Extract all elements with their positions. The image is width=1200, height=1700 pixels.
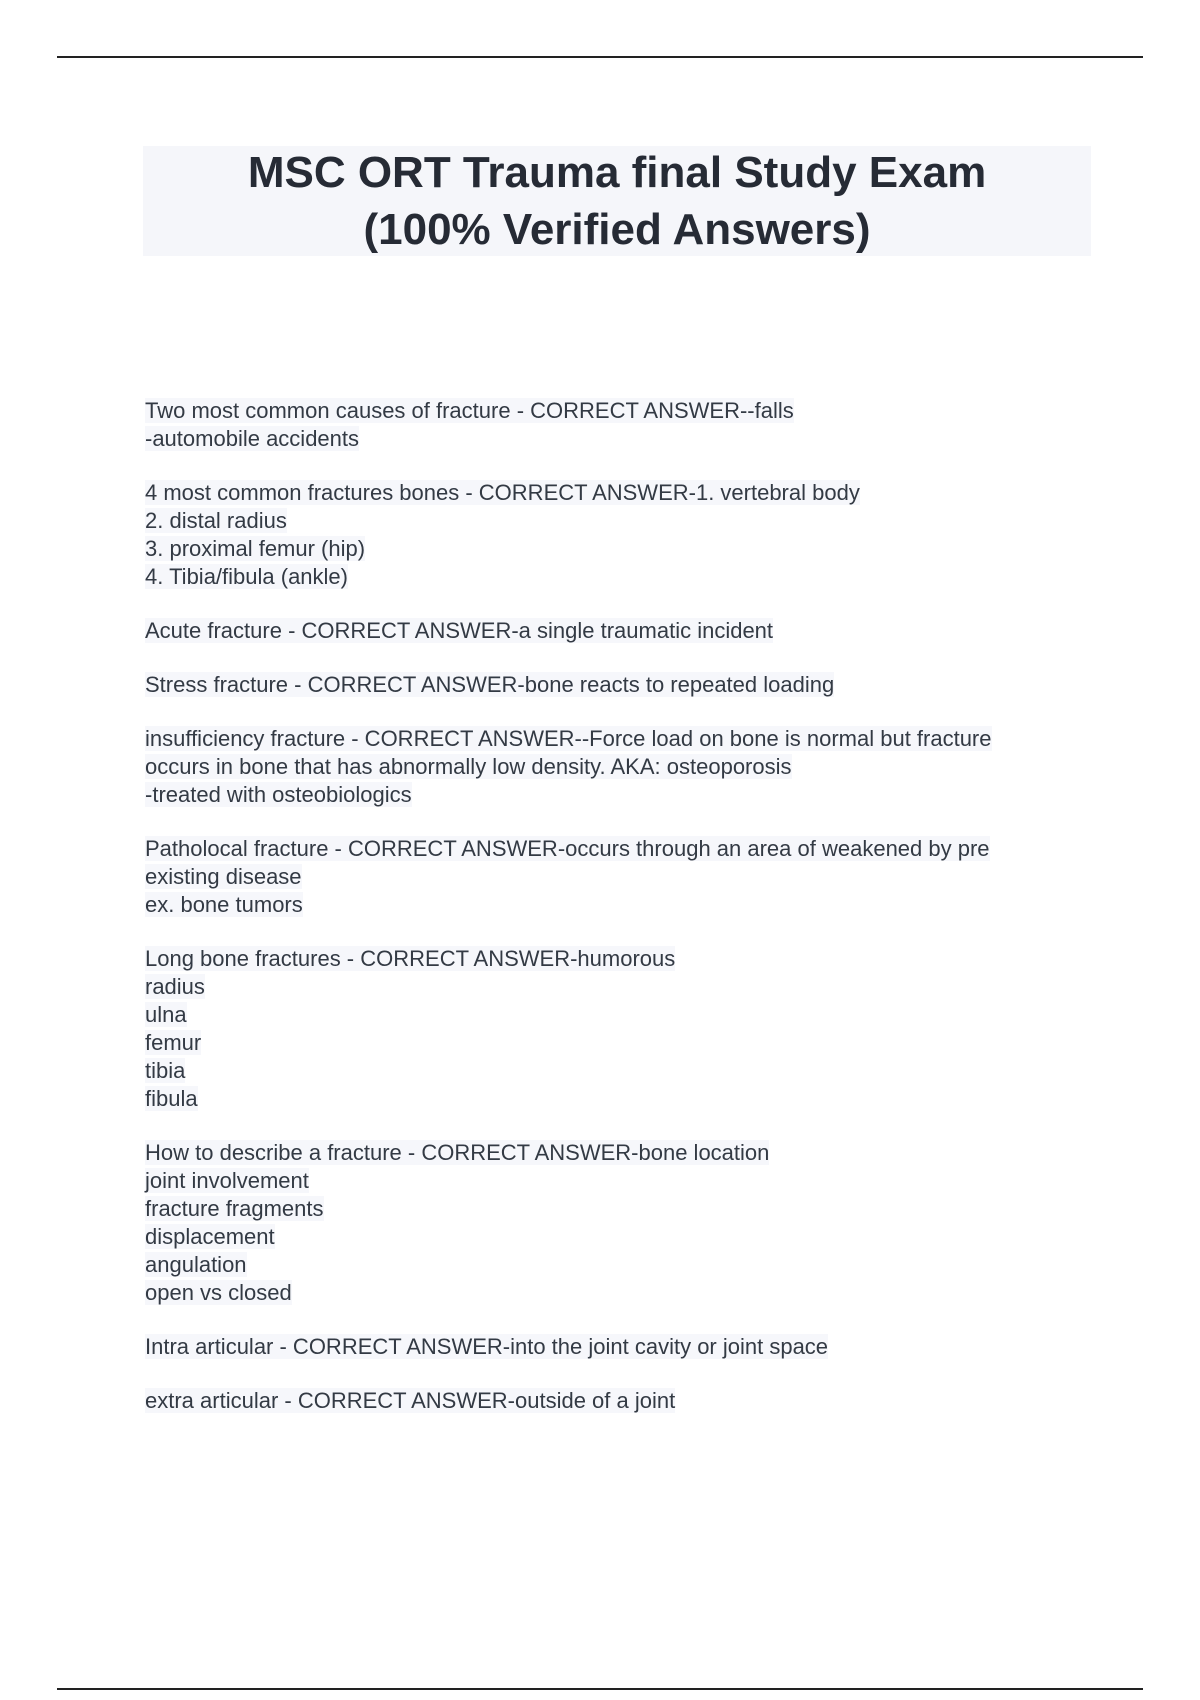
qa-line-text: occurs in bone that has abnormally low density. AKA: osteoporosis: [145, 754, 792, 779]
qa-line-text: angulation: [145, 1252, 247, 1277]
qa-line-text: Patholocal fracture - CORRECT ANSWER-occurs through an area of weakened by pre: [145, 836, 990, 861]
qa-line: [145, 479, 1085, 507]
qa-line: [145, 753, 1085, 781]
qa-line: [145, 1139, 1085, 1167]
qa-line-text: insufficiency fracture - CORRECT ANSWER--Force load on bone is normal but fracture: [145, 726, 992, 751]
qa-item: [145, 617, 1085, 645]
qa-line: [145, 1085, 1085, 1113]
qa-line-text: Long bone fractures - CORRECT ANSWER-humorous: [145, 946, 676, 971]
qa-line-text: 4 most common fractures bones - CORRECT ANSWER-1. vertebral body: [145, 480, 860, 505]
qa-line-text: -automobile accidents: [145, 426, 360, 451]
qa-line-text: tibia: [145, 1058, 186, 1083]
qa-line-text: open vs closed: [145, 1280, 292, 1305]
title-line-2: (100% Verified Answers): [363, 205, 871, 254]
qa-line: [145, 507, 1085, 535]
qa-line-text: How to describe a fracture - CORRECT ANSWER-bone location: [145, 1140, 770, 1165]
qa-line-text: displacement: [145, 1224, 275, 1249]
qa-line: [145, 617, 1085, 645]
qa-line-text: Intra articular - CORRECT ANSWER-into the joint cavity or joint space: [145, 1334, 829, 1359]
qa-item: [145, 1333, 1085, 1361]
qa-line: [145, 1167, 1085, 1195]
qa-line-text: 2. distal radius: [145, 508, 287, 533]
qa-line-text: 4. Tibia/fibula (ankle): [145, 564, 348, 589]
qa-line: [145, 973, 1085, 1001]
qa-item: [145, 945, 1085, 1113]
document-title: [143, 144, 1091, 258]
qa-item: [145, 835, 1085, 919]
qa-line: [145, 425, 1085, 453]
qa-line: [145, 835, 1085, 863]
qa-line: [145, 863, 1085, 891]
bottom-rule: [57, 1688, 1143, 1690]
qa-line-text: -treated with osteobiologics: [145, 782, 412, 807]
qa-line-text: femur: [145, 1030, 202, 1055]
qa-line: [145, 1333, 1085, 1361]
qa-item: [145, 1387, 1085, 1415]
qa-line-text: extra articular - CORRECT ANSWER-outside of a joint: [145, 1388, 676, 1413]
qa-line: [145, 1195, 1085, 1223]
qa-line: [145, 945, 1085, 973]
qa-line: [145, 1223, 1085, 1251]
qa-line-text: radius: [145, 974, 205, 999]
qa-line-text: ulna: [145, 1002, 187, 1027]
qa-list: [145, 397, 1085, 1441]
qa-line-text: Stress fracture - CORRECT ANSWER-bone reacts to repeated loading: [145, 672, 835, 697]
qa-line: [145, 1001, 1085, 1029]
title-block: [143, 146, 1091, 256]
qa-item: [145, 725, 1085, 809]
qa-line: [145, 725, 1085, 753]
title-line-1: MSC ORT Trauma final Study Exam: [247, 148, 987, 197]
qa-line: [145, 1251, 1085, 1279]
qa-line-text: ex. bone tumors: [145, 892, 303, 917]
qa-line: [145, 397, 1085, 425]
qa-line-text: 3. proximal femur (hip): [145, 536, 366, 561]
qa-line-text: fracture fragments: [145, 1196, 324, 1221]
qa-line: [145, 535, 1085, 563]
qa-item: [145, 671, 1085, 699]
qa-line-text: Acute fracture - CORRECT ANSWER-a single traumatic incident: [145, 618, 774, 643]
top-rule: [57, 56, 1143, 58]
qa-item: [145, 479, 1085, 591]
qa-line-text: fibula: [145, 1086, 198, 1111]
qa-line: [145, 1057, 1085, 1085]
qa-line-text: existing disease: [145, 864, 302, 889]
qa-line: [145, 781, 1085, 809]
qa-line-text: Two most common causes of fracture - CORRECT ANSWER--falls: [145, 398, 794, 423]
qa-line: [145, 563, 1085, 591]
qa-line: [145, 1387, 1085, 1415]
qa-line: [145, 671, 1085, 699]
qa-line: [145, 1029, 1085, 1057]
qa-item: [145, 397, 1085, 453]
qa-line-text: joint involvement: [145, 1168, 309, 1193]
qa-item: [145, 1139, 1085, 1307]
qa-line: [145, 891, 1085, 919]
qa-line: [145, 1279, 1085, 1307]
